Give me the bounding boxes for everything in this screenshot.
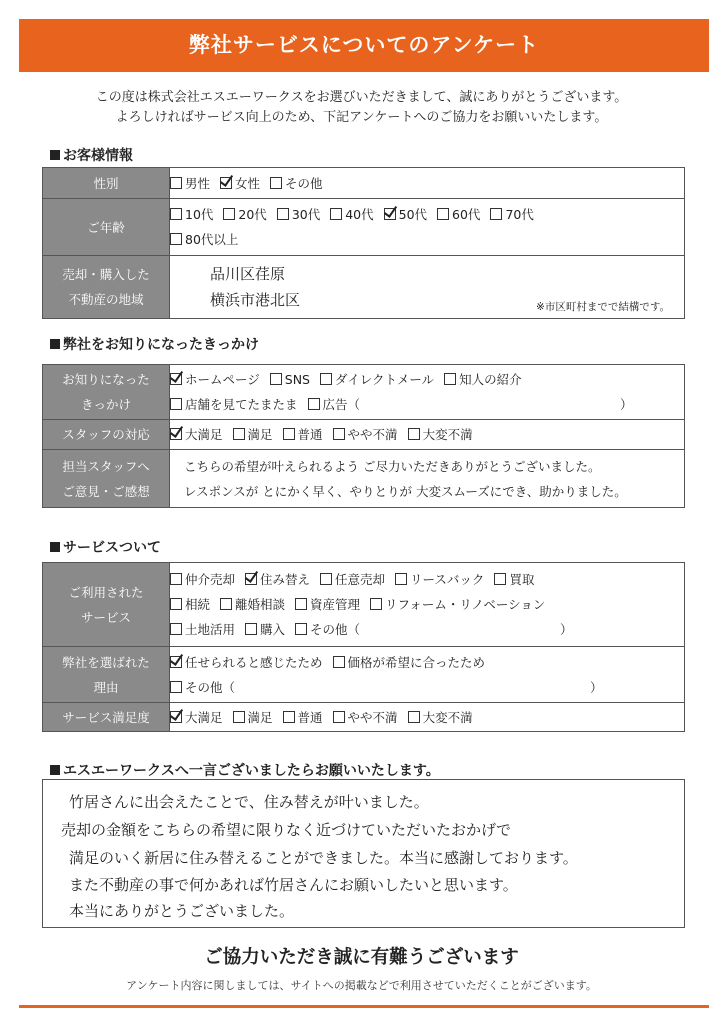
checkbox-label: やや不満	[347, 427, 398, 442]
checkbox-label: 普通	[297, 709, 323, 725]
checkbox-icon[interactable]	[223, 208, 235, 220]
opinion-handwriting	[170, 450, 685, 508]
checkbox-option[interactable]	[170, 422, 223, 447]
checkbox-label: ホームページ	[185, 372, 260, 387]
trigger-table	[42, 364, 685, 508]
checkbox-checked-icon[interactable]	[220, 177, 232, 189]
checkbox-label: 10代	[185, 207, 214, 222]
checkbox-checked-icon[interactable]	[170, 656, 182, 668]
checkbox-label: 30代	[291, 207, 321, 222]
checkbox-label: ダイレクトメール	[335, 372, 435, 387]
checkbox-option[interactable]	[270, 367, 310, 392]
area-label: 売却・購入した 不動産の地域	[43, 256, 170, 319]
comment-line: 本当にありがとうございました。	[69, 902, 295, 920]
reason-options-row1	[170, 650, 684, 675]
checkbox-icon[interactable]	[270, 177, 282, 189]
checkbox-option[interactable]	[283, 705, 323, 730]
checkbox-option[interactable]	[308, 392, 361, 417]
checkbox-option[interactable]	[220, 171, 260, 196]
checkbox-label: 大満足	[185, 427, 223, 442]
checkbox-label: 土地活用	[185, 622, 236, 637]
checkbox-label: 満足	[247, 427, 273, 442]
checkbox-option[interactable]	[170, 171, 210, 196]
checkbox-option[interactable]	[170, 592, 210, 617]
checkbox-option[interactable]	[233, 422, 273, 447]
checkbox-option[interactable]	[384, 202, 427, 227]
checkbox-icon[interactable]	[395, 573, 407, 585]
checkbox-option[interactable]	[494, 567, 534, 592]
checkbox-label: 価格が希望に合ったため	[347, 654, 486, 670]
checkbox-icon[interactable]	[320, 373, 332, 385]
checkbox-icon[interactable]	[220, 598, 232, 610]
age-options	[170, 202, 684, 252]
checkbox-label: リフォーム・リノベーション	[385, 597, 546, 612]
opinion-label: 担当スタッフへ ご意見・ご感想	[43, 450, 170, 508]
comment-line: また不動産の事で何かあれば竹居さんにお願いしたいと思います。	[69, 876, 518, 894]
checkbox-label: 20代	[238, 207, 267, 222]
checkbox-label: 50代	[398, 207, 428, 222]
section-heading-comment: エスエーワークスへ一言ございましたらお願いいたします。	[50, 760, 440, 780]
checkbox-label: 買取	[509, 572, 535, 587]
checkbox-icon[interactable]	[437, 208, 449, 220]
checkbox-label: 70代	[505, 207, 534, 222]
used-options-row2	[170, 592, 684, 617]
checkbox-icon[interactable]	[170, 681, 182, 693]
used-options-row3	[170, 617, 684, 642]
checkbox-icon[interactable]	[333, 656, 345, 668]
checkbox-checked-icon[interactable]	[170, 373, 182, 385]
checkbox-icon[interactable]	[277, 208, 289, 220]
section-heading-service: サービスついて	[50, 537, 161, 557]
trigger-label: お知りになった きっかけ	[43, 365, 170, 420]
checkbox-icon[interactable]	[494, 573, 506, 585]
checkbox-option[interactable]	[320, 567, 385, 592]
checkbox-option[interactable]	[170, 392, 298, 417]
checkbox-icon[interactable]	[245, 623, 257, 635]
checkbox-option[interactable]	[320, 367, 434, 392]
checkbox-icon[interactable]	[490, 208, 502, 220]
checkbox-checked-icon[interactable]	[170, 428, 182, 440]
intro-line: よろしければサービス向上のため、下記アンケートへのご協力をお願いいたします。	[115, 110, 608, 125]
customer-info-table	[42, 167, 685, 319]
checkbox-option[interactable]	[270, 171, 323, 196]
checkbox-option[interactable]	[223, 202, 266, 227]
section-heading-trigger: 弊社をお知りになったきっかけ	[50, 334, 259, 354]
checkbox-label: 大満足	[185, 709, 223, 725]
checkbox-option[interactable]	[233, 705, 273, 730]
checkbox-label: 40代	[345, 207, 374, 222]
checkbox-option[interactable]	[408, 705, 473, 730]
checkbox-icon[interactable]	[408, 711, 420, 723]
checkbox-icon[interactable]	[295, 623, 307, 635]
checkbox-label: 80代以上	[185, 232, 239, 247]
used-service-label: ご利用された サービス	[43, 563, 170, 647]
reason-options-row2	[170, 675, 684, 700]
opinion-line: こちらの希望が叶えられるよう ご尽力いただきありがとうございました。	[184, 458, 601, 474]
checkbox-icon[interactable]	[233, 428, 245, 440]
checkbox-icon[interactable]	[270, 373, 282, 385]
service-table	[42, 562, 685, 732]
trigger-options-row1	[170, 367, 684, 392]
checkbox-option[interactable]	[333, 422, 398, 447]
checkbox-icon[interactable]	[320, 573, 332, 585]
checkbox-label: 男性	[185, 175, 211, 191]
checkbox-label: リースバック	[410, 572, 485, 587]
opinion-line: レスポンスが とにかく早く、やりとりが 大変スムーズにでき、助かりました。	[184, 483, 627, 499]
checkbox-icon[interactable]	[170, 398, 182, 410]
checkbox-option[interactable]	[330, 202, 373, 227]
checkbox-icon[interactable]	[170, 208, 182, 220]
comment-line: 満足のいく新居に住み替えることができました。本当に感謝しております。	[69, 849, 578, 867]
checkbox-label: 相続	[185, 597, 211, 612]
checkbox-icon[interactable]	[170, 573, 182, 585]
checkbox-icon[interactable]	[308, 398, 320, 410]
checkbox-label: 知人の紹介	[459, 372, 522, 387]
checkbox-icon[interactable]	[283, 428, 295, 440]
footer-note: アンケート内容に関しましては、サイトへの掲載などで利用させていただくことがございます。	[126, 979, 597, 992]
area-note: ※市区町村までで結構です。	[536, 301, 670, 313]
checkbox-option[interactable]	[170, 617, 235, 642]
checkbox-option[interactable]	[277, 202, 320, 227]
intro-line: この度は株式会社エスエーワークスをお選びいただきまして、誠にありがとうございます。	[95, 90, 628, 105]
checkbox-icon[interactable]	[233, 711, 245, 723]
checkbox-icon[interactable]	[444, 373, 456, 385]
checkbox-option[interactable]	[295, 592, 360, 617]
checkbox-label: 普通	[297, 427, 323, 442]
intro-text	[0, 88, 723, 128]
checkbox-label: その他（	[185, 679, 236, 695]
checkbox-icon[interactable]	[370, 598, 382, 610]
checkbox-icon[interactable]	[295, 598, 307, 610]
checkbox-label: 大変不満	[422, 709, 473, 725]
section-heading-customer: お客様情報	[50, 145, 133, 165]
satisfaction-label: サービス満足度	[43, 703, 170, 732]
checkbox-checked-icon[interactable]	[170, 711, 182, 723]
checkbox-option[interactable]	[370, 592, 545, 617]
checkbox-label: やや不満	[347, 709, 398, 725]
checkbox-option[interactable]	[408, 422, 473, 447]
checkbox-icon[interactable]	[333, 711, 345, 723]
comment-box	[42, 779, 685, 928]
gender-label: 性別	[43, 168, 170, 199]
area-line: 横浜市港北区	[210, 291, 301, 309]
checkbox-option[interactable]	[170, 705, 223, 730]
checkbox-option[interactable]	[170, 202, 213, 227]
checkbox-icon[interactable]	[283, 711, 295, 723]
age-label: ご年齢	[43, 199, 170, 256]
checkbox-icon[interactable]	[408, 428, 420, 440]
checkbox-checked-icon[interactable]	[384, 208, 396, 220]
trigger-options-row2	[170, 392, 684, 417]
checkbox-label: 女性	[235, 175, 261, 191]
checkbox-label: 60代	[452, 207, 481, 222]
checkbox-option[interactable]	[437, 202, 480, 227]
checkbox-option[interactable]	[170, 227, 238, 252]
checkbox-label: SNS	[284, 372, 310, 387]
checkbox-label: 購入	[260, 622, 286, 637]
checkbox-option[interactable]	[295, 617, 360, 642]
staff-label: スタッフの対応	[43, 420, 170, 450]
checkbox-option[interactable]	[170, 675, 235, 700]
close-paren: ）	[560, 622, 573, 637]
checkbox-option[interactable]	[333, 705, 398, 730]
thanks-message: ご協力いただき誠に有難うございます	[204, 947, 519, 968]
checkbox-option[interactable]	[220, 592, 285, 617]
checkbox-option[interactable]	[283, 422, 323, 447]
checkbox-label: 広告（	[322, 397, 361, 412]
comment-line: 売却の金額をこちらの希望に限りなく近づけていただいたおかげで	[61, 821, 512, 839]
checkbox-label: 店舗を見てたまたま	[185, 397, 298, 412]
checkbox-label: 任せられると感じたため	[185, 654, 323, 670]
checkbox-icon[interactable]	[333, 428, 345, 440]
checkbox-label: 仲介売却	[185, 572, 236, 587]
close-paren: ）	[620, 397, 633, 412]
bottom-accent-line	[19, 1005, 709, 1008]
staff-options	[170, 422, 684, 447]
checkbox-label: 任意売却	[335, 572, 386, 587]
checkbox-label: その他	[285, 175, 323, 191]
checkbox-option[interactable]	[333, 650, 486, 675]
survey-title: 弊社サービスについてのアンケート	[19, 19, 709, 72]
checkbox-icon[interactable]	[170, 623, 182, 635]
checkbox-label: 大変不満	[422, 427, 473, 442]
checkbox-checked-icon[interactable]	[245, 573, 257, 585]
checkbox-option[interactable]	[170, 567, 235, 592]
area-line: 品川区荏原	[210, 265, 286, 283]
used-options-row1	[170, 567, 684, 592]
checkbox-label: その他（	[310, 622, 361, 637]
checkbox-option[interactable]	[444, 367, 522, 392]
checkbox-icon[interactable]	[170, 233, 182, 245]
checkbox-label: 満足	[247, 709, 273, 725]
checkbox-icon[interactable]	[330, 208, 342, 220]
checkbox-label: 資産管理	[310, 597, 361, 612]
checkbox-icon[interactable]	[170, 598, 182, 610]
checkbox-option[interactable]	[395, 567, 484, 592]
checkbox-option[interactable]	[245, 617, 285, 642]
checkbox-option[interactable]	[170, 650, 323, 675]
checkbox-label: 住み替え	[260, 572, 311, 587]
checkbox-label: 離婚相談	[235, 597, 286, 612]
checkbox-icon[interactable]	[170, 177, 182, 189]
checkbox-option[interactable]	[245, 567, 310, 592]
comment-line: 竹居さんに出会えたことで、住み替えが叶いました。	[69, 793, 429, 811]
close-paren: ）	[590, 679, 603, 695]
gender-options	[170, 171, 684, 196]
checkbox-option[interactable]	[490, 202, 533, 227]
checkbox-option[interactable]	[170, 367, 260, 392]
reason-label: 弊社を選ばれた 理由	[43, 647, 170, 703]
satisfaction-options	[170, 705, 684, 730]
